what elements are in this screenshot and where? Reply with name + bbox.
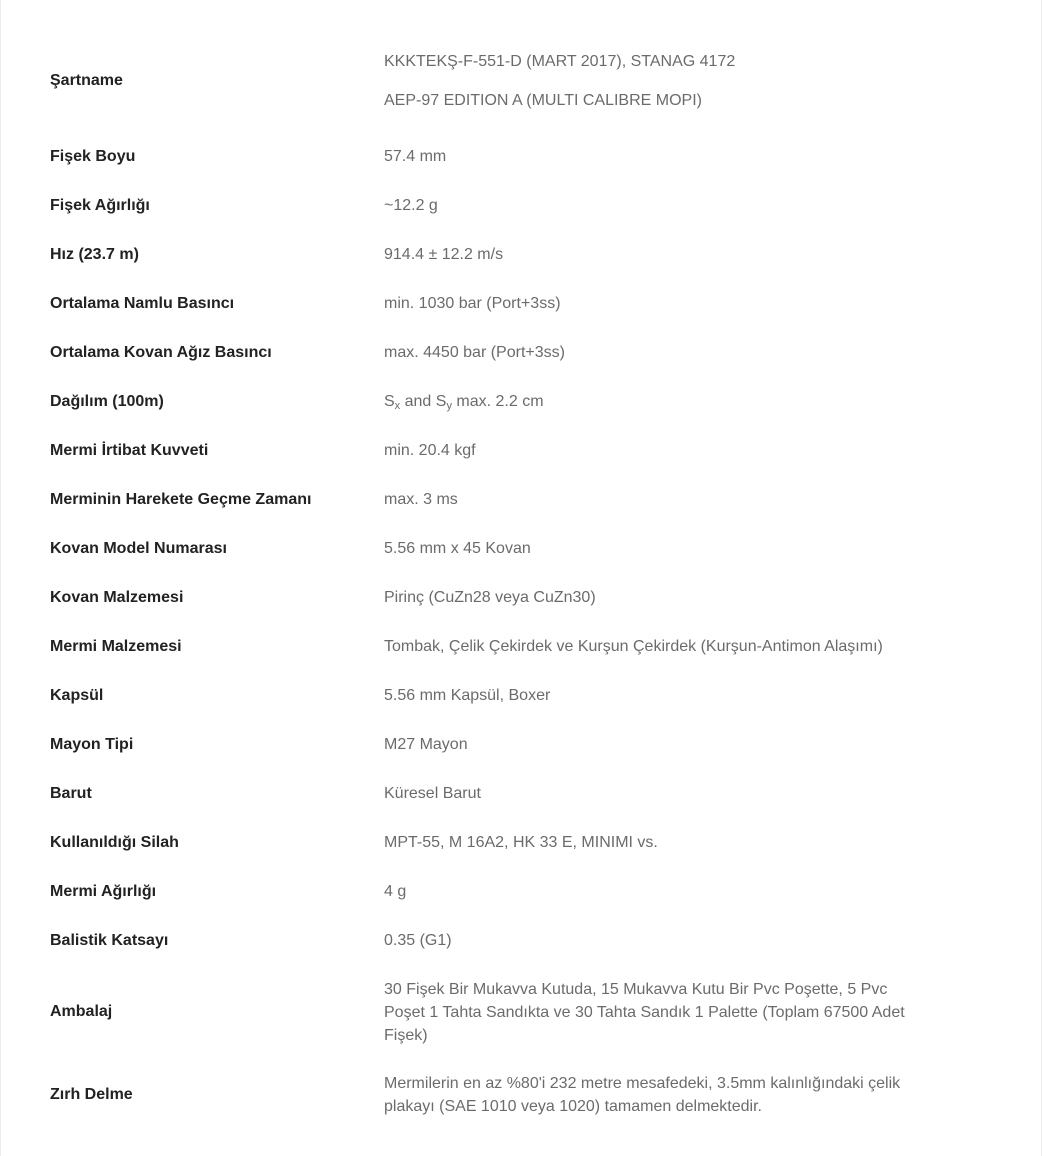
spec-row-sartname: [50, 30, 950, 132]
spec-label: Merminin Harekete Geçme Zamanı: [50, 490, 312, 508]
spec-value-line: AEP-97 EDITION A (MULTI CALIBRE MOPI): [384, 92, 702, 109]
spec-row-kapsul: [50, 671, 950, 720]
spec-value-text: Mermilerin en az %80'i 232 metre mesafedeki, 3.5mm kalınlığındaki çelik plakayı (SAE 1010 veya 1020) tamamen delmektedir.: [384, 1075, 901, 1115]
spec-label: Mayon Tipi: [50, 735, 134, 753]
spec-value: Pirinç (CuZn28 veya CuZn30): [384, 589, 596, 606]
spec-row-hiz: [50, 230, 950, 279]
spec-row-fisek-boyu: [50, 132, 950, 181]
dispersion-x-subscript: x: [394, 400, 401, 412]
spec-value: [384, 1059, 950, 1131]
spec-row-kovan-malzemesi: [50, 573, 950, 622]
spec-label: Barut: [50, 784, 92, 802]
spec-row-mermi-malzemesi: [50, 622, 950, 671]
spec-value: 5.56 mm Kapsül, Boxer: [384, 687, 551, 704]
spec-label: Şartname: [50, 72, 123, 89]
spec-label: Mermi Malzemesi: [50, 637, 182, 655]
spec-row-kovan-agiz-basinci: [50, 328, 950, 377]
spec-label: Ortalama Kovan Ağız Basıncı: [50, 343, 272, 361]
spec-row-zirh-delme: [50, 1059, 950, 1131]
spec-value: Küresel Barut: [384, 785, 481, 802]
spec-label: Ortalama Namlu Basıncı: [50, 294, 235, 312]
spec-value-text: 30 Fişek Bir Mukavva Kutuda, 15 Mukavva Kutu Bir Pvc Poşette, 5 Pvc Poşet 1 Tahta Sandıkta ve 30 Tahta Sandık 1 Palette (Toplam 67500 Adet Fişek): [384, 980, 905, 1044]
spec-row-mayon-tipi: [50, 720, 950, 769]
spec-row-harekete-gecme: [50, 475, 950, 524]
dispersion-rest: max. 2.2 cm: [451, 393, 544, 410]
spec-value: max. 4450 bar (Port+3ss): [384, 344, 565, 361]
spec-value-line: KKKTEKŞ-F-551-D (MART 2017), STANAG 4172: [384, 53, 736, 70]
spec-value: [384, 377, 950, 426]
spec-value: 5.56 mm x 45 Kovan: [384, 540, 531, 557]
spec-value: min. 20.4 kgf: [384, 442, 476, 459]
dispersion-s: S: [435, 393, 447, 410]
spec-row-barut: [50, 769, 950, 818]
spec-value: 914.4 ± 12.2 m/s: [384, 246, 504, 263]
spec-value: [384, 965, 950, 1059]
spec-row-fisek-agirligi: [50, 181, 950, 230]
spec-value: 57.4 mm: [384, 148, 447, 165]
spec-row-silah: [50, 818, 950, 867]
spec-label: Zırh Delme: [50, 1086, 133, 1103]
spec-value: Tombak, Çelik Çekirdek ve Kurşun Çekirdek (Kurşun-Antimon Alaşımı): [384, 638, 883, 655]
spec-row-mermi-agirligi: [50, 867, 950, 916]
spec-value: ~12.2 g: [384, 197, 438, 214]
spec-label: Kovan Model Numarası: [50, 539, 227, 557]
spec-label: Kullanıldığı Silah: [50, 833, 179, 851]
spec-label: Dağılım (100m): [50, 392, 164, 410]
spec-value: [384, 30, 950, 132]
spec-label: Fişek Ağırlığı: [50, 196, 150, 214]
spec-row-balistik-katsayi: [50, 916, 950, 965]
spec-value: 4 g: [384, 883, 407, 900]
spec-row-ambalaj: [50, 965, 950, 1059]
spec-label: Fişek Boyu: [50, 147, 136, 165]
spec-label: Kovan Malzemesi: [50, 588, 184, 606]
spec-label: Balistik Katsayı: [50, 931, 169, 949]
spec-row-kovan-model: [50, 524, 950, 573]
spec-value: M27 Mayon: [384, 736, 468, 753]
dispersion-and: and: [400, 393, 436, 410]
spec-value: 0.35 (G1): [384, 932, 452, 949]
spec-table: [50, 30, 950, 1131]
spec-label: Mermi İrtibat Kuvveti: [50, 441, 209, 459]
spec-label: Kapsül: [50, 686, 104, 704]
spec-row-dagilim: [50, 377, 950, 426]
spec-label: Ambalaj: [50, 1003, 113, 1020]
dispersion-y-subscript: y: [446, 400, 452, 412]
spec-value: max. 3 ms: [384, 491, 458, 508]
spec-row-namlu-basinci: [50, 279, 950, 328]
spec-label: Hız (23.7 m): [50, 245, 139, 263]
spec-value: min. 1030 bar (Port+3ss): [384, 295, 561, 312]
spec-value: MPT-55, M 16A2, HK 33 E, MINIMI vs.: [384, 834, 658, 851]
spec-row-irtibat-kuvveti: [50, 426, 950, 475]
dispersion-s: S: [384, 393, 395, 410]
spec-label: Mermi Ağırlığı: [50, 882, 157, 900]
